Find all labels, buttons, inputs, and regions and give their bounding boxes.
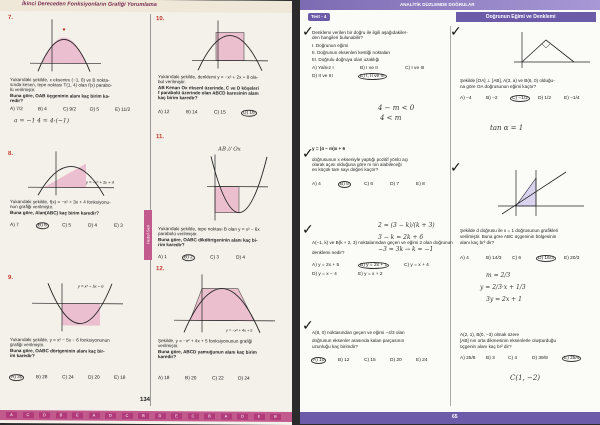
test-badge xyxy=(308,13,330,21)
q4-check-mark: ✓ xyxy=(302,318,314,334)
q10-option-b[interactable]: B) 14 xyxy=(186,110,197,115)
q7-option-d[interactable]: D) 5 xyxy=(90,108,99,113)
answer-letter: D xyxy=(155,413,166,419)
answer-letter: C xyxy=(122,413,133,419)
q7-option-a[interactable]: A) 7/2 xyxy=(10,107,23,112)
r-q4-option-a[interactable]: A) 10 xyxy=(311,357,326,364)
q11-number: 11. xyxy=(156,134,164,140)
q7-line-4: Buna göre, OAB üçgeninin alanı kaç birim ka- xyxy=(10,93,110,99)
q10-number: 10. xyxy=(156,16,164,22)
q9-line-3: Buna göre, OABC dörtgeninin alanı kaç bir- xyxy=(10,348,105,354)
r-q1-item-3: III. Doğrulu doğruya olan uzaklığı xyxy=(312,57,379,63)
answer-letter: A xyxy=(221,414,232,420)
r-q2-line-1: y = (4 − m)x + 6 xyxy=(312,146,345,152)
r-q1-item-1: I. Doğrunun eğimi xyxy=(312,43,348,49)
answer-letter: C xyxy=(188,413,199,419)
q12-option-d[interactable]: D) 24 xyxy=(238,377,250,382)
section-title: Doğrunun Eğimi ve Denklemi xyxy=(486,14,555,20)
r-q6-option-e[interactable]: E) 20/3 xyxy=(564,256,579,261)
r-q5-option-e[interactable]: E) −1/4 xyxy=(564,96,580,101)
side-tab-label: Hedef-Seri xyxy=(146,210,151,258)
left-page-number: 134 xyxy=(140,398,150,404)
r-q2-option-a[interactable]: A) 4 xyxy=(312,182,321,187)
q8-option-c[interactable]: C) 5 xyxy=(62,223,71,228)
answer-letter: E xyxy=(72,412,83,418)
r-q4-option-e[interactable]: E) 24 xyxy=(416,358,427,363)
test-label: Test - 4 xyxy=(311,14,326,19)
r-q2-line-3: olarak açısı olduğuna göre m nin alabileceği xyxy=(312,162,402,168)
r-q3-hand-1: 2 = (3 − k)/(k + 3) xyxy=(378,222,435,229)
q7-number: 7. xyxy=(8,15,13,21)
q6-check-mark: ✓ xyxy=(450,160,462,176)
r-q6-hand-3: 3y = 2x + 1 xyxy=(486,296,522,303)
q7-option-e[interactable]: E) 11/2 xyxy=(115,108,130,113)
r-q6-option-a[interactable]: A) 4 xyxy=(460,256,469,261)
q9-option-e[interactable]: E) 18 xyxy=(114,376,125,381)
q12-line-1: Şekilde, y = −x² + 4x + 5 fonksiyonunun grafiği xyxy=(158,338,252,344)
answer-letter: B xyxy=(56,412,67,418)
r-q2-option-c[interactable]: C) 6 xyxy=(364,182,373,187)
left-header-title: İkinci Dereceden Fonksiyonların Grafiği Yorumlama xyxy=(22,2,157,9)
r-q3-line-2: denklemi nedir? xyxy=(312,250,344,256)
q9-line-1: Yukarıdaki şekilde, y = x² − 5x − 6 fonksiyonunun xyxy=(10,337,110,343)
r-q2-line-4: en küçük tam sayı değeri kaçtır? xyxy=(312,167,378,173)
answer-letter: D xyxy=(237,414,248,420)
r-q3-option-c[interactable]: C) y = x + 4 xyxy=(404,263,429,268)
r-q1-item-2: II. Doğrunun eksenleri kestiği noktaları xyxy=(312,50,390,56)
q1-check-mark: ✓ xyxy=(302,24,314,40)
q11-line-4: rim karedir? xyxy=(158,242,185,248)
r-q3-option-a[interactable]: A) y = 2x + 5 xyxy=(312,263,339,268)
q11-line-1: Yukarıdaki şekilde, tepe noktası B olan y = x² − 6x xyxy=(158,226,260,232)
q12-option-c[interactable]: C) 22 xyxy=(212,376,224,381)
right-banner-title: ANALİTİK DÜZLEMDE DOĞRULAR xyxy=(400,2,475,7)
q12-graph xyxy=(172,272,277,335)
r-q7-option-e[interactable]: E) 25/4 xyxy=(562,355,581,362)
r-q1-line-1: Denklemi verilen bir doğru ile ilgili aşağıdakiler- xyxy=(312,30,408,36)
q8-option-d[interactable]: D) 4 xyxy=(88,224,97,229)
q11-option-b[interactable]: B) 2 xyxy=(182,254,195,261)
r-q6-hand-2: y = 2/3·x + 1/3 xyxy=(480,284,526,291)
q7-line-2: sında kesen, tepe noktası T(1, 4) olan f(x) parabo- xyxy=(10,82,112,88)
r-q7-line-1: A(2, 1), B(0, −3) olmak üzere xyxy=(460,332,519,338)
r-q6-option-b[interactable]: B) 14/3 xyxy=(486,256,501,261)
right-footer-bar xyxy=(300,412,600,424)
side-tab xyxy=(144,210,152,260)
q10-option-c[interactable]: C) 15 xyxy=(214,110,226,115)
answer-letter: B xyxy=(138,413,149,419)
q11-line-3: Buna göre, OABC dikdörtgeninin alanı kaç bi- xyxy=(158,237,258,243)
q9-number: 9. xyxy=(8,275,13,281)
r-q5-option-a[interactable]: A) −4 xyxy=(460,96,472,101)
r-q1-option-a[interactable]: A) Yalnız I xyxy=(312,66,334,71)
r-q7-line-3: üçgenin alanı kaç br² dir? xyxy=(460,344,512,350)
q12-line-3: Buna göre, ABCD yamuğunun alanı kaç birim xyxy=(158,349,257,355)
r-q5-option-c[interactable]: C) −1/2 xyxy=(510,95,530,102)
r-q3-option-e[interactable]: E) y = x + 2 xyxy=(358,272,383,277)
r-q2-hand-2: 4 < m xyxy=(380,114,401,122)
r-q4-option-c[interactable]: C) 15 xyxy=(364,358,376,363)
q8-line-1: Yukarıdaki şekilde, f(x) = −x² + 3x + 4 fonksiyonu- xyxy=(10,199,111,205)
answer-letter-strip xyxy=(0,410,292,422)
q9-line-2: grafiği verilmiştir. xyxy=(10,342,44,348)
r-q1-line-2: den hangileri bulunabilir? xyxy=(312,35,363,41)
answer-letter: E xyxy=(254,414,265,420)
r-q7-option-a[interactable]: A) 25/8 xyxy=(460,356,475,361)
answer-letter: D xyxy=(39,412,50,418)
q10-line-3: AB Kenarı Ox eksenl üzerinde, C ve D köşeleri xyxy=(158,85,259,91)
right-page xyxy=(300,0,600,424)
q10-handwriting: AB // Ox xyxy=(218,147,241,153)
r-q4-line-3: uzunluğu kaç birimdir? xyxy=(312,344,358,350)
q10-line-5: kaç birim karedir? xyxy=(158,95,198,101)
q11-line-2: parabolü verilmiştir. xyxy=(158,231,198,237)
r-q6-line-1: Şekilde d doğrusu ile x = 1 doğrusunun grafikleri xyxy=(460,228,558,234)
r-q4-line-1: A(8, 0) noktasından geçen ve eğimi −4/3 olan xyxy=(312,330,405,336)
r-q4-option-b[interactable]: B) 12 xyxy=(338,358,349,363)
q8-graph xyxy=(26,149,116,198)
r-q4-line-2: doğrunun eksenler arasında kalan parçasının xyxy=(312,338,404,344)
r-q3-option-d[interactable]: D) y = x − 4 xyxy=(312,272,337,277)
q12-option-b[interactable]: B) 20 xyxy=(185,376,196,381)
r-q3-line-1: A(−1, k) ve B(k + 2, 3) noktalarından geçen ve eğimi 2 olan doğrunun xyxy=(312,240,453,246)
r-q1-option-e[interactable]: E) I, II ve III xyxy=(358,73,387,80)
q10-line-2: bul verilmiştir. xyxy=(158,79,186,85)
answer-letter: A xyxy=(6,412,17,418)
q7-line-3: lü verilmiştir. xyxy=(10,87,35,93)
q10-line-1: Yukarıdaki şekilde, denklemi y = −x² + 2x + 8 ola- xyxy=(158,74,258,80)
q11-option-a[interactable]: A) 1 xyxy=(158,255,167,260)
r-q5-line-2: na göre OA doğrusunun eğimi kaçtır? xyxy=(460,84,536,90)
q7-line-1: Yukarıdaki şekilde, x ekseninı (−1, 0) ve B nokta- xyxy=(10,77,109,83)
r-q3-option-b[interactable]: B) y = 2x + 1 xyxy=(358,262,389,269)
q9-line-4: im karedir? xyxy=(10,353,35,359)
q12-number: 12. xyxy=(156,266,164,272)
q8-option-a[interactable]: A) 7 xyxy=(10,223,19,228)
q9-option-a[interactable]: A) 30 xyxy=(9,374,24,381)
answer-letter: A xyxy=(89,413,100,419)
q8-number: 8. xyxy=(8,151,13,157)
r-q6-line-3: alanı kaç br² dir? xyxy=(460,240,494,246)
q11-option-d[interactable]: D) 4 xyxy=(236,256,245,261)
q5-check-mark: ✓ xyxy=(450,24,462,40)
r-q1-option-d[interactable]: D) II ve III xyxy=(312,74,333,79)
q10-option-a[interactable]: A) 12 xyxy=(158,110,169,115)
r-q3-hand-2: 3 − k = 2k + 6 xyxy=(378,234,423,241)
r-q5-handwriting: tan α = 1 xyxy=(490,124,523,132)
q9-option-b[interactable]: B) 28 xyxy=(36,375,47,380)
q12-line-4: karedir? xyxy=(158,354,176,360)
answer-letter: B xyxy=(270,414,281,420)
r-q6-hand-1: m = 2/3 xyxy=(486,272,510,279)
r-q5-option-d[interactable]: D) 1/2 xyxy=(538,96,551,101)
right-page-number: 65 xyxy=(452,414,458,420)
q10-graph xyxy=(190,18,270,71)
q8-line-2: nun grafiği verilmiştir. xyxy=(10,204,53,210)
r-q5-option-b[interactable]: B) −2 xyxy=(486,96,498,101)
right-column-divider xyxy=(450,26,451,406)
q2-check-mark: ✓ xyxy=(302,146,314,162)
q11-option-c[interactable]: C) 3 xyxy=(210,255,219,260)
r-q2-option-e[interactable]: E) 8 xyxy=(416,182,425,187)
r-q5-line-1: Şekilde [OA] ⊥ [AB], A(3, a) ve B(6, 0) olduğu- xyxy=(460,78,555,84)
q12-option-a[interactable]: A) 18 xyxy=(158,376,169,381)
q12-formula: y = −x² + 4x + 5 xyxy=(226,329,252,335)
r-q1-option-c[interactable]: C) I ve III xyxy=(405,66,424,71)
q9-formula: y = x² − 5x − 6 xyxy=(78,284,103,290)
r-q1-option-b[interactable]: B) I ve II xyxy=(360,66,378,71)
answer-letter: B xyxy=(204,413,215,419)
r-q7-handwriting: C(1, −2) xyxy=(510,374,540,382)
r-q6-option-c[interactable]: C) 6 xyxy=(512,256,521,261)
r-q2-hand-1: 4 − m < 0 xyxy=(378,104,414,112)
q8-line-3: Buna göre, Alan(ABC) kaç birim karedir? xyxy=(10,210,99,216)
r-q7-line-2: [AB] nın orta dikmesinin eksenlerle oluşturduğu xyxy=(460,338,556,344)
answer-letter: E xyxy=(171,413,182,419)
r-q3-hand-3: −3 = 3k → k = −1 xyxy=(378,246,433,253)
answer-letter: C xyxy=(23,412,34,418)
q9-option-c[interactable]: C) 24 xyxy=(62,375,74,380)
q7-option-b[interactable]: B) 4 xyxy=(38,107,47,112)
q9-option-d[interactable]: D) 20 xyxy=(88,376,100,381)
q6-graph xyxy=(496,168,586,218)
r-q6-option-d[interactable]: D) 16/3 xyxy=(536,255,556,262)
r-q2-option-b[interactable]: B) 5 xyxy=(338,181,351,188)
left-page xyxy=(0,0,292,425)
q7-line-5: redir? xyxy=(10,98,23,104)
section-title-bar xyxy=(456,12,596,22)
q11-graph xyxy=(205,152,270,222)
r-q7-option-c[interactable]: C) 4 xyxy=(508,356,517,361)
r-q4-option-d[interactable]: D) 20 xyxy=(390,358,402,363)
r-q6-line-2: verilmiştir. Buna göre ABC üçgeninin bölgesinin xyxy=(460,234,556,240)
q12-line-2: verilmiştir. xyxy=(158,343,178,349)
q5-graph xyxy=(512,30,592,70)
r-q7-option-b[interactable]: B) 3 xyxy=(486,356,495,361)
q10-line-4: f parabolü üzerinde olan ABCD karesinin alanı xyxy=(158,90,259,96)
q7-option-c[interactable]: C) 9/2 xyxy=(63,107,76,112)
r-q7-option-d[interactable]: D) 39/8 xyxy=(532,356,548,361)
q8-option-b[interactable]: B) 6 xyxy=(36,222,49,229)
q10-option-d[interactable]: D) 16 xyxy=(241,110,257,117)
q3-check-mark: ✓ xyxy=(302,222,314,238)
r-q2-line-2: doğrusunun x ekseniyle yaptığı pozitif yönlü açı xyxy=(312,157,408,163)
answer-letter: D xyxy=(105,413,116,419)
r-q2-option-d[interactable]: D) 7 xyxy=(390,182,399,187)
q7-graph xyxy=(28,17,103,73)
q7-handwriting: a = −1 4 = 4·(−1) xyxy=(14,117,69,124)
q8-option-e[interactable]: E) 3 xyxy=(114,224,123,229)
q8-formula: y = −x² + 3x + 4 xyxy=(86,180,114,186)
